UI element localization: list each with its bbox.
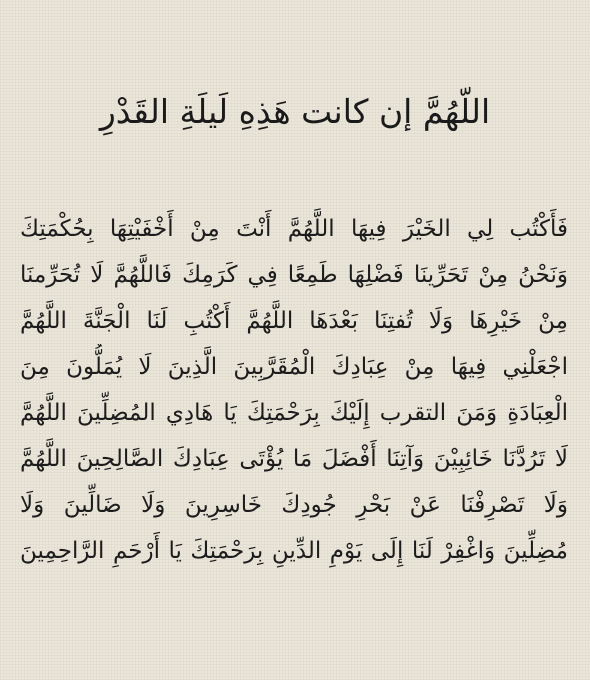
text-line-7: وَلَا تَصْرِفْنَا عَنْ بَحْرِ جُودِكَ خَاسِرِينَ وَلَا ضَالِّينَ وَلَا: [20, 492, 568, 518]
dua-text: [20, 206, 568, 574]
text-line-4: اجْعَلْنِي فِيهَا مِنْ عِبَادِكَ الْمُقَرَّبِينَ الَّذِينَ لَا يُمَلُّونَ مِنَ: [20, 354, 568, 380]
text-line-3: مِنْ خَيْرِهَا وَلَا تُفتِنَا بَعْدَهَا اللَّهُمَّ أَكْتُبِ لَنَا الْجَنَّةَ اللَّهُمَّ: [20, 308, 568, 334]
text-line-1: فَأَكْتُب لِي الخَيْرَ فِيهَا اللَّهُمَّ أَنْتَ مِنْ أَخْفَيْتِهَا بِحُكْمَتِكَ: [20, 216, 568, 242]
text-line-6: لَا تَرُدَّنَا خَائِبِيْنَ وَآتِنَا أَفْضَلَ مَا يُؤْتَى عِبَادِكَ الصَّالِحِينَ اللَّهُمَّ: [20, 446, 568, 472]
text-line-2: وَنَحْنُ مِنْ تَحَرِّينَا فَضْلِهَا طَمِعًا فِي كَرَمِكَ فَاللَّهُمَّ لَا تُحَرِّمنَا: [20, 262, 568, 288]
page-title: اللّهُمَّ إن كانت هَذِهِ لَيلَةِ القَدْرِ: [99, 92, 491, 131]
text-line-5: الْعِبَادَةِ وَمَنَ التقرب إِلَيْكَ بِرَحْمَتِكَ يَا هَادِي المُضِلِّينَ اللَّهُمَّ: [20, 400, 568, 426]
text-line-8: مُضِلِّينَ وَاغْفِرْ لَنَا إِلَى يَوْمِ الدِّينِ بِرَحْمَتِكَ يَا أَرْحَمِ الرَّاحِمِينَ: [20, 538, 568, 564]
